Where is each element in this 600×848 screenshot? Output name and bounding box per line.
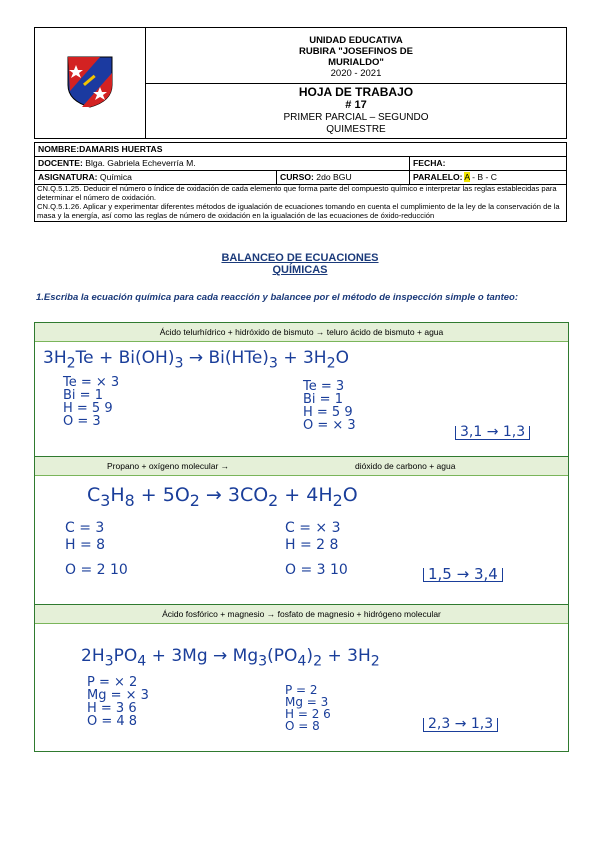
reaction-2-left-counts: C = 3 H = 8 O = 2 10 <box>65 520 128 578</box>
indicator-1: CN.Q.5.1.25. Deducir el número o índice de oxidación de cada elemento que forma parte del compuesto químico e interpretar las reglas establecidas para determinar el número de oxidación. <box>37 184 557 202</box>
reaction-3-answer <box>35 624 568 751</box>
sheet-cell <box>146 84 567 139</box>
header-table <box>34 27 567 139</box>
subject-cell: ASIGNATURA: Química <box>35 171 277 185</box>
sheet-title: HOJA DE TRABAJO <box>298 85 414 99</box>
reaction-3-prompt: Ácido fosfórico + magnesio → fosfato de magnesio + hidrógeno molecular <box>35 605 568 624</box>
reaction-2-prompt: Propano + oxígeno molecular → dióxido de carbono + agua <box>35 457 568 476</box>
instruction: 1.Escriba la ecuación química para cada reacción y balancee por el método de inspección simple o tanteo: <box>36 292 519 303</box>
logo-cell <box>35 28 146 139</box>
indicator-2: CN.Q.5.1.26. Aplicar y experimentar diferentes métodos de igualación de ecuaciones tomando en cuenta el cumplimiento de la ley de la conservación de la masa y la energía, así como las reglas de número de oxidación en la igualación de las ecuaciones de óxido-reducción <box>37 202 560 220</box>
period-line2: QUIMESTRE <box>326 124 386 135</box>
course-cell: CURSO: 2do BGU <box>277 171 410 185</box>
reaction-1-answer <box>35 342 568 457</box>
reaction-1-prompt: Ácido telurhídrico + hidróxido de bismuto → teluro ácido de bismuto + agua <box>35 323 568 342</box>
reaction-1-right-counts: Te = 3 Bi = 1 H = 5 9 O = × 3 <box>303 379 356 433</box>
reaction-1-left-counts: Te = × 3 Bi = 1 H = 5 9 O = 3 <box>63 375 120 429</box>
reaction-3-result: 2,3 → 1,3 <box>423 718 498 732</box>
info-table <box>34 142 567 185</box>
school-cell <box>146 28 567 84</box>
subject-value: Química <box>99 172 132 182</box>
indicators-box <box>34 183 567 222</box>
parallel-selected: A <box>464 172 470 182</box>
school-line3: MURIALDO" <box>328 57 384 68</box>
student-name: DAMARIS HUERTAS <box>79 144 163 154</box>
reaction-3 <box>34 604 569 752</box>
reaction-3-left-counts: P = × 2 Mg = × 3 H = 3 6 O = 4 8 <box>87 675 149 729</box>
sheet-number: # 17 <box>345 99 367 111</box>
reaction-2-equation: $C_3H_8 + 5O_2 \to 3CO_2 + 4H_2O$ <box>87 484 358 510</box>
reaction-3-equation: $2H_3PO_4 + 3Mg \to Mg_3(PO_4)_2 + 3H_2$ <box>81 646 380 670</box>
student-name-row: NOMBRE:DAMARIS HUERTAS <box>35 143 567 157</box>
teacher-name: Blga. Gabriela Echeverría M. <box>85 158 196 168</box>
teacher-cell: DOCENTE: Blga. Gabriela Echeverría M. <box>35 157 410 171</box>
parallel-cell: PARALELO: A - B - C <box>410 171 567 185</box>
page-title: BALANCEO DE ECUACIONES QUÍMICAS <box>221 252 379 276</box>
reaction-3-right-counts: P = 2 Mg = 3 H = 2 6 O = 8 <box>285 683 331 733</box>
reaction-2-answer <box>35 476 568 605</box>
school-crest-icon <box>60 51 120 111</box>
school-line2: RUBIRA "JOSEFINOS DE <box>299 46 413 57</box>
reaction-2-result: 1,5 → 3,4 <box>423 568 503 582</box>
reaction-2 <box>34 456 569 606</box>
school-year: 2020 - 2021 <box>330 68 382 79</box>
reaction-1-result: 3,1 → 1,3 <box>455 426 530 440</box>
reaction-2-right-counts: C = × 3 H = 2 8 O = 3 10 <box>285 520 348 578</box>
date-cell: FECHA: <box>410 157 567 171</box>
reaction-1-equation: $3H_2Te + Bi(OH)_3 \to Bi(HTe)_3 + 3H_2O$ <box>43 348 349 372</box>
period-line1: PRIMER PARCIAL – SEGUNDO <box>283 112 429 123</box>
reaction-1 <box>34 322 569 458</box>
course-value: 2do BGU <box>316 172 352 182</box>
school-line1: UNIDAD EDUCATIVA <box>309 35 403 46</box>
